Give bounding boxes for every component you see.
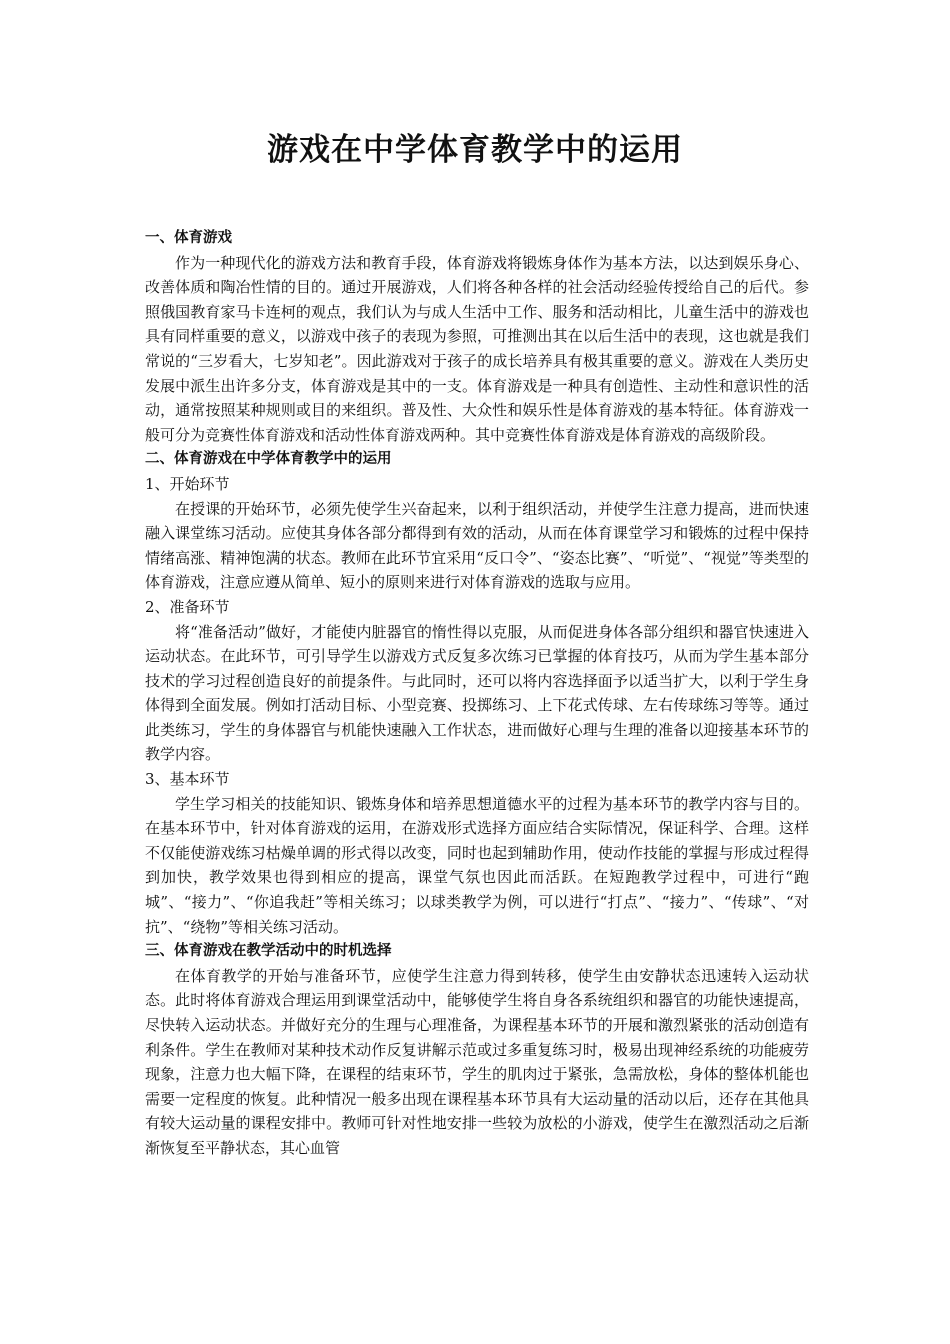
subsection-preparation-paragraph: 将“准备活动”做好，才能使内脏器官的惰性得以克服，从而促进身体各部分组织和器官快速进入运动状态。在此环节，可引导学生以游戏方式反复多次练习已掌握的体育技巧，从而为学生基本部分技术的学习过程创造良好的前提条件。与此同时，还可以将内容选择面予以适当扩大，以利于学生身体得到全面发展。例如打活动目标、小型竞赛、投掷练习、上下花式传球、左右传球练习等等。通过此类练习，学生的身体器官与机能快速融入工作状态，进而做好心理与生理的准备以迎接基本环节的教学内容。 [145, 622, 809, 764]
subsection-heading-basic: 3、基本环节 [145, 770, 230, 789]
document-body [145, 226, 809, 1161]
subsection-start-paragraph: 在授课的开始环节，必须先使学生兴奋起来，以利于组织活动，并使学生注意力提高，进而快速融入课堂练习活动。应使其身体各部分都得到有效的活动，从而在体育课堂学习和锻炼的过程中保持情绪高涨、精神饱满的状态。教师在此环节宜采用“反口令”、“姿态比赛”、“听觉”、“视觉”等类型的体育游戏，注意应遵从简单、短小的原则来进行对体育游戏的选取与应用。 [145, 499, 809, 592]
subsection-heading-start: 1、开始环节 [145, 474, 230, 493]
subsection-basic-paragraph: 学生学习相关的技能知识、锻炼身体和培养思想道德水平的过程为基本环节的教学内容与目的。在基本环节中，针对体育游戏的运用，在游戏形式选择方面应结合实际情况，保证科学、合理。这样不仅能使游戏练习枯燥单调的形式得以改变，同时也起到辅助作用，使动作技能的掌握与形成过程得到加快，教学效果也得到相应的提高，课堂气氛也因此而活跃。在短跑教学过程中，可进行“跑城”、“接力”、“你追我赶”等相关练习；以球类教学为例，可以进行“打点”、“接力”、“传球”、“对抗”、“绕物”等相关练习活动。 [145, 794, 809, 936]
section-3-paragraph: 在体育教学的开始与准备环节，应使学生注意力得到转移，使学生由安静状态迅速转入运动状态。此时将体育游戏合理运用到课堂活动中，能够使学生将自身各系统组织和器官的功能快速提高，尽快转入运动状态。并做好充分的生理与心理准备，为课程基本环节的开展和激烈紧张的活动创造有利条件。学生在教师对某种技术动作反复讲解示范或过多重复练习时，极易出现神经系统的功能疲劳现象，注意力也大幅下降，在课程的结束环节，学生的肌肉过于紧张，急需放松，身体的整体机能也需要一定程度的恢复。此种情况一般多出现在课程基本环节具有大运动量的活动以后，还存在其他具有较大运动量的课程安排中。教师可针对性地安排一些较为放松的小游戏，使学生在激烈活动之后渐渐恢复至平静状态，其心血管 [145, 966, 809, 1157]
section-heading-3: 三、体育游戏在教学活动中的时机选择 [145, 943, 392, 960]
section-heading-2: 二、体育游戏在中学体育教学中的运用 [145, 451, 392, 468]
section-heading-1: 一、体育游戏 [145, 230, 232, 246]
section-1-paragraph: 作为一种现代化的游戏方法和教育手段，体育游戏将锻炼身体作为基本方法，以达到娱乐身心、改善体质和陶冶性情的目的。通过开展游戏，人们将各种各样的社会活动经验传授给自己的后代。参照俄国教育家马卡连柯的观点，我们认为与成人生活中工作、服务和活动相比，儿童生活中的游戏也具有同样重要的意义，以游戏中孩子的表现为参照，可推测出其在以后生活中的表现，这也就是我们常说的“三岁看大，七岁知老”。因此游戏对于孩子的成长培养具有极其重要的意义。游戏在人类历史发展中派生出许多分支，体育游戏是其中的一支。体育游戏是一种具有创造性、主动性和意识性的活动，通常按照某种规则或目的来组织。普及性、大众性和娱乐性是体育游戏的基本特征。体育游戏一般可分为竞赛性体育游戏和活动性体育游戏两种。其中竞赛性体育游戏是体育游戏的高级阶段。 [145, 253, 809, 444]
document-title: 游戏在中学体育教学中的运用 [267, 132, 683, 168]
subsection-heading-preparation: 2、准备环节 [145, 597, 230, 616]
